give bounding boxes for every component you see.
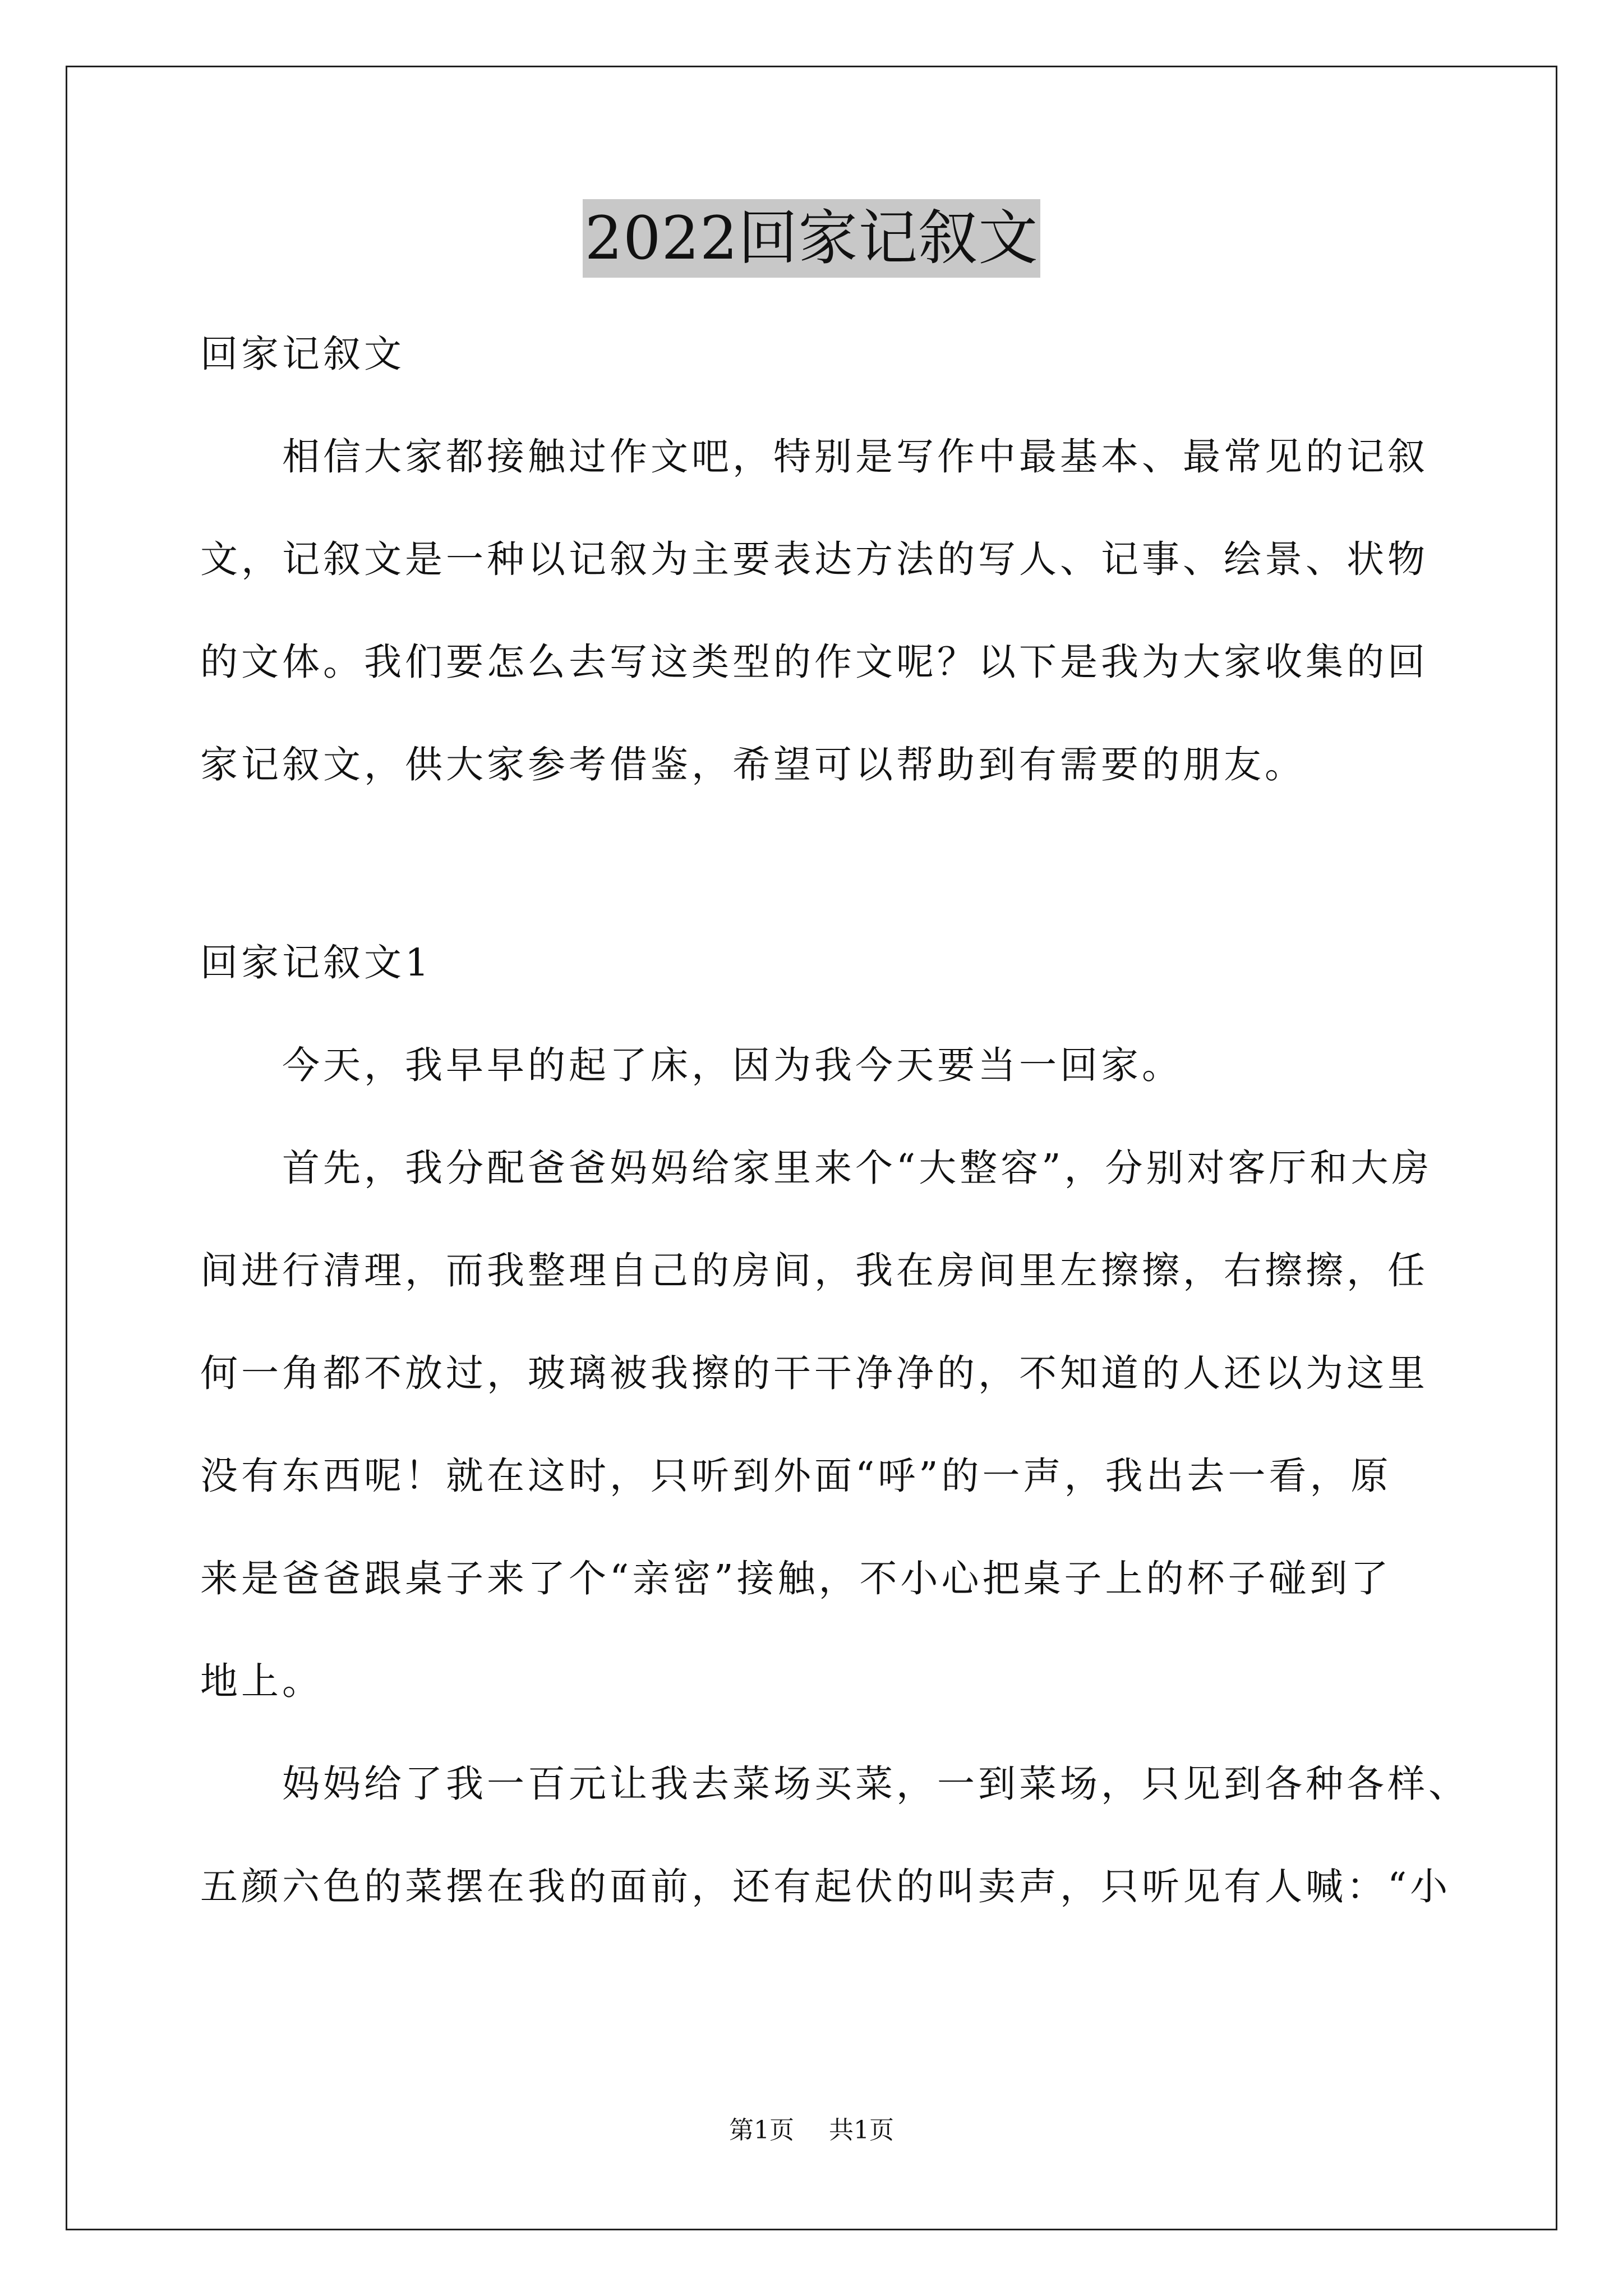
paragraph-line: 文，记叙文是一种以记叙为主要表达方法的写人、记事、绘景、状物 <box>200 537 1428 581</box>
paragraph-line: 相信大家都接触过作文吧，特别是写作中最基本、最常见的记叙 <box>282 435 1428 478</box>
document-body <box>200 303 1468 1938</box>
page-footer <box>0 2114 1623 2147</box>
section-gap <box>200 816 1468 912</box>
paragraph-line: 何一角都不放过，玻璃被我擦的干干净净的，不知道的人还以为这里 <box>200 1351 1428 1395</box>
heading-intro: 回家记叙文 <box>200 332 405 376</box>
document-title: 2022回家记叙文 <box>583 199 1041 278</box>
paragraph-line: 的文体。我们要怎么去写这类型的作文呢？以下是我为大家收集的回 <box>200 640 1428 684</box>
page-number-total: 共1页 <box>829 2116 894 2145</box>
paragraph-line: 五颜六色的菜摆在我的面前，还有起伏的叫卖声，只听见有人喊：“小 <box>200 1865 1451 1908</box>
paragraph-line: 首先，我分配爸爸妈妈给家里来个“大整容”，分别对客厅和大房 <box>282 1146 1433 1190</box>
page-number-current: 第1页 <box>729 2116 794 2145</box>
heading-essay-1: 回家记叙文1 <box>200 941 432 984</box>
paragraph-line: 来是爸爸跟桌子来了个“亲密”接触，不小心把桌子上的杯子碰到了 <box>200 1557 1392 1600</box>
paragraph-line: 妈妈给了我一百元让我去菜场买菜，一到菜场，只见到各种各样、 <box>282 1762 1469 1806</box>
title-container <box>0 199 1623 278</box>
paragraph-line: 没有东西呢！就在这时，只听到外面“呼”的一声，我出去一看，原 <box>200 1454 1392 1498</box>
paragraph-line: 今天，我早早的起了床，因为我今天要当一回家。 <box>282 1043 1183 1087</box>
paragraph-line: 地上。 <box>200 1659 323 1703</box>
paragraph-line: 间进行清理，而我整理自己的房间，我在房间里左擦擦，右擦擦，任 <box>200 1249 1428 1292</box>
paragraph-line: 家记叙文，供大家参考借鉴，希望可以帮助到有需要的朋友。 <box>200 743 1306 786</box>
